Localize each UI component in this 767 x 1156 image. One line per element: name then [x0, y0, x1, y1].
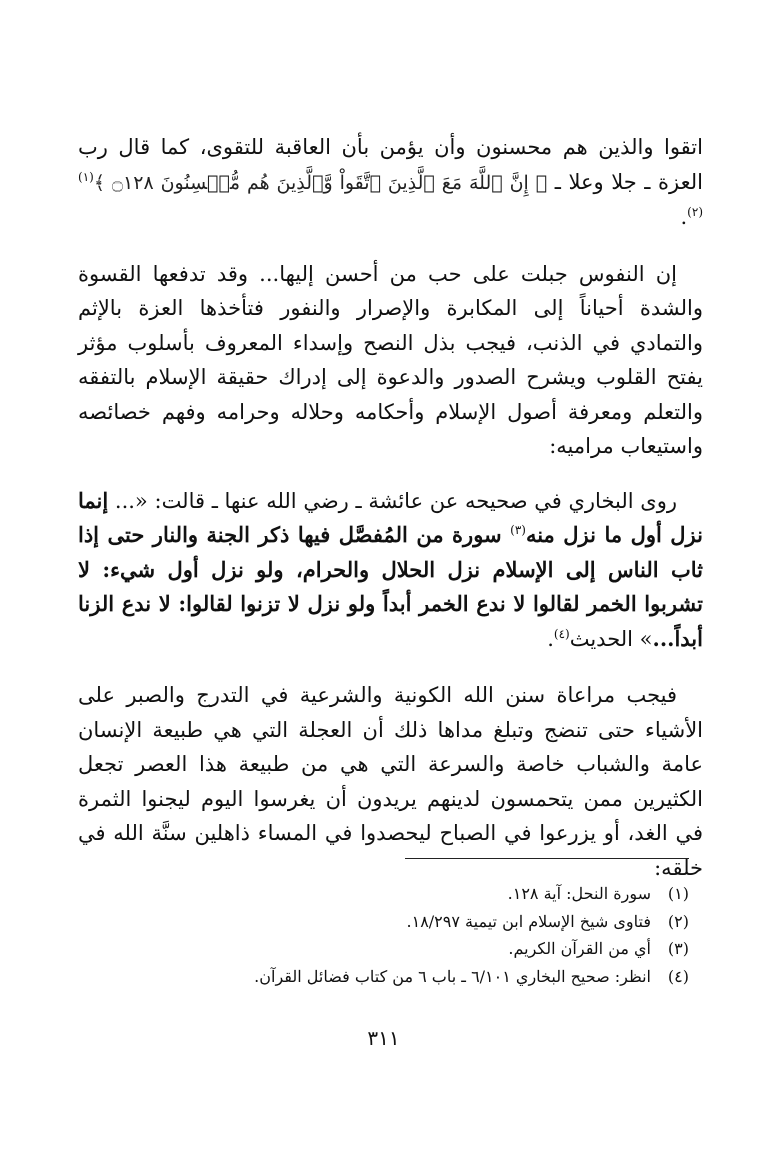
page-body [78, 130, 703, 885]
quote-close: » الحديث [569, 626, 653, 651]
footnote-separator [405, 858, 689, 859]
footnote-number: (١) [667, 884, 689, 903]
footnote-ref-3: (٣) [510, 523, 526, 537]
paragraph-3-intro: روى البخاري في صحيحه عن عائشة ـ رضي الله عنها ـ قالت: [147, 488, 677, 513]
hadith-quote-part-2: سورة من المُفصَّل فيها ذكر الجنة والنار حتى إذا ثاب الناس إلى الإسلام نزل الحلال والحرام، ولو نزل أول شيء: لا تشربوا الخمر لقالوا لا ندع الخمر أبداً ولو نزل لا تزنوا لقالوا: لا ندع الزنا أبداً... [78, 522, 703, 651]
footnote-item [69, 908, 689, 936]
footnote-item [69, 963, 689, 991]
paragraph-2-text: إن النفوس جبلت على حب من أحسن إليها... وقد تدفعها القسوة والشدة أحياناً إلى المكابرة والإصرار والنفور فتأخذها العزة بالإثم والتمادي في الذنب، فيجب بذل النصح وإسداء المعروف بأسلوب مؤثر يفتح القلوب ويشرح الصدور والدعوة إلى إدراك حقيقة الإسلام بالتفقه والتعلم ومعرفة أصول الإسلام وأحكامه وحلاله وحرامه وفهم خصائصه واستيعاب مراميه: [78, 261, 703, 458]
footnote-item [69, 935, 689, 963]
paragraph-1-end: . [680, 205, 688, 229]
footnotes [69, 880, 689, 990]
quote-open: «... [108, 488, 148, 513]
paragraph-4-text: فيجب مراعاة سنن الله الكونية والشرعية في التدرج والصبر على الأشياء حتى تنضج وتبلغ مداها ذلك أن العجلة التي هي طبيعة الإنسان عامة والشباب خاصة والسرعة التي هي من طبيعة هذا العصر تجعل الكثيرين ممن يتحمسون لدينهم يريدون أن يغرسوا اليوم ليجنوا الثمرة في الغد، أو يزرعوا في الصباح ليحصدوا في المساء ذاهلين سنَّة الله في خلقه: [78, 683, 703, 880]
footnote-number: (٢) [667, 911, 689, 931]
footnote-ref-1-2: (١)(٢) [78, 169, 703, 219]
footnote-text: فتاوى شيخ الإسلام ابن تيمية ١٨/٢٩٧. [406, 911, 651, 931]
paragraph-1-lead: اتقوا والذين هم محسنون وأن يؤمن بأن العاقبة للتقوى، كما قال رب العزة ـ جلا وعلا ـ [78, 135, 703, 194]
page-number: ٣١١ [367, 1026, 400, 1050]
hadith-quote-part-1: إنما نزل أول ما نزل منه [78, 487, 703, 547]
footnote-ref-4: (٤) [553, 626, 570, 641]
paragraph-1 [78, 130, 703, 235]
footnote-text: سورة النحل: آية ١٢٨. [507, 884, 651, 903]
paragraph-4 [78, 678, 703, 885]
paragraph-3-end: . [547, 626, 554, 651]
footnote-number: (٤) [667, 966, 689, 986]
footnote-text: انظر: صحيح البخاري ٦/١٠١ ـ باب ٦ من كتاب فضائل القرآن. [254, 966, 651, 986]
paragraph-2 [78, 257, 703, 464]
quran-verse: ﴿ إِنَّ ٱللَّهَ مَعَ ٱلَّذِينَ ٱتَّقَواْ وَّٱلَّذِينَ هُم مُّحۡسِنُونَ ۝١٢٨ ﴾ [93, 171, 548, 194]
footnote-item [69, 880, 689, 908]
footnote-text: أي من القرآن الكريم. [508, 939, 651, 958]
paragraph-3 [78, 484, 703, 657]
footnote-number: (٣) [667, 939, 689, 958]
